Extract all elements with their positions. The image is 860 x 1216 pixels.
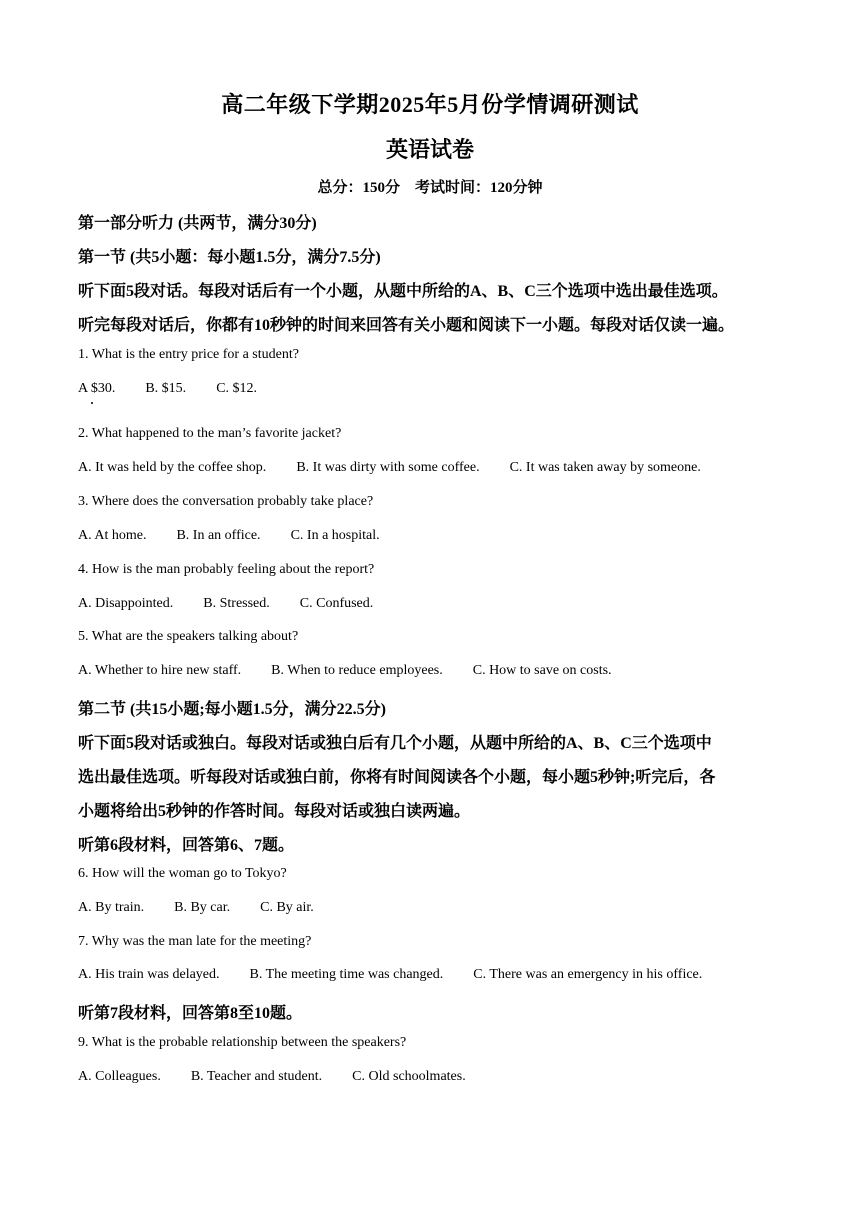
option-b: B. The meeting time was changed. [249, 967, 444, 982]
option-b: B. Stressed. [203, 596, 270, 611]
option-c: C. Old schoolmates. [352, 1069, 466, 1084]
exam-title: 高二年级下学期2025年5月份学情调研测试 [221, 92, 639, 117]
question-1-options [78, 381, 257, 397]
part1-heading: 第一部分听力 (共两节，满分30分) [78, 215, 317, 232]
option-a: A. Whether to hire new staff. [78, 663, 242, 678]
question-4: 4. How is the man probably feeling about the report? [78, 562, 375, 577]
section1-instruction-1: 听下面5段对话。每段对话后有一个小题，从题中所给的A、B、C三个选项中选出最佳选项。 [78, 283, 728, 300]
question-5: 5. What are the speakers talking about? [78, 629, 299, 644]
stray-dot [91, 402, 93, 404]
option-a: A. It was held by the coffee shop. [78, 460, 267, 475]
option-c: C. By air. [260, 900, 314, 915]
section1-heading: 第一节 (共5小题：每小题1.5分，满分7.5分) [78, 249, 381, 266]
option-c: C. How to save on costs. [472, 663, 612, 678]
question-9-options [78, 1069, 466, 1085]
question-2-options [78, 460, 701, 476]
option-b: B. $15. [145, 381, 187, 396]
option-a: A. At home. [78, 528, 147, 543]
question-1: 1. What is the entry price for a student? [78, 347, 299, 362]
option-b: B. In an office. [176, 528, 261, 543]
section2-instruction-3: 小题将给出5秒钟的作答时间。每段对话或独白读两遍。 [78, 803, 471, 820]
material-6-heading: 听第6段材料，回答第6、7题。 [78, 837, 295, 854]
option-b: B. When to reduce employees. [271, 663, 443, 678]
option-c: C. It was taken away by someone. [509, 460, 701, 475]
option-c: C. There was an emergency in his office. [473, 967, 703, 982]
exam-subtitle: 英语试卷 [385, 137, 474, 162]
option-b: B. It was dirty with some coffee. [296, 460, 480, 475]
option-c: C. $12. [216, 381, 258, 396]
option-c: C. Confused. [299, 596, 374, 611]
question-2: 2. What happened to the man’s favorite jacket? [78, 426, 342, 441]
question-6-options [78, 900, 314, 916]
section2-instruction-2: 选出最佳选项。听每段对话或独白前，你将有时间阅读各个小题，每小题5秒钟;听完后，各 [78, 769, 716, 786]
question-3-options [78, 528, 380, 544]
option-a: A. His train was delayed. [78, 967, 220, 982]
question-7: 7. Why was the man late for the meeting? [78, 934, 312, 949]
option-a: A. By train. [78, 900, 145, 915]
option-b: B. By car. [174, 900, 231, 915]
exam-meta: 总分：150分 考试时间：120分钟 [317, 180, 543, 196]
option-b: B. Teacher and student. [190, 1069, 323, 1084]
section1-instruction-2: 听完每段对话后，你都有10秒钟的时间来回答有关小题和阅读下一小题。每段对话仅读一遍。 [78, 317, 735, 334]
option-a: A. Colleagues. [78, 1069, 161, 1084]
material-7-heading: 听第7段材料，回答第8至10题。 [78, 1005, 303, 1022]
question-3: 3. Where does the conversation probably take place? [78, 494, 374, 509]
question-7-options [78, 967, 702, 983]
section2-instruction-1: 听下面5段对话或独白。每段对话或独白后有几个小题，从题中所给的A、B、C三个选项中 [78, 735, 712, 752]
question-6: 6. How will the woman go to Tokyo? [78, 866, 287, 881]
option-a: A. Disappointed. [78, 596, 174, 611]
question-4-options [78, 596, 373, 612]
option-c: C. In a hospital. [290, 528, 380, 543]
question-5-options [78, 663, 612, 679]
question-9: 9. What is the probable relationship between the speakers? [78, 1035, 407, 1050]
option-a: A $30. [78, 381, 116, 396]
section2-heading: 第二节 (共15小题;每小题1.5分，满分22.5分) [78, 701, 386, 718]
